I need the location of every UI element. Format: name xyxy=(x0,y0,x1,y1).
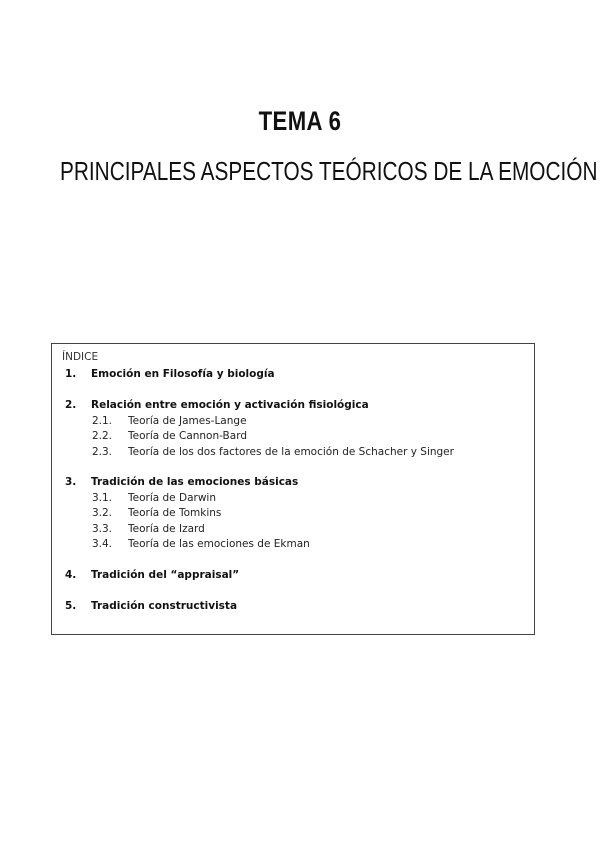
section-label: Relación entre emoción y activación fisiológica xyxy=(91,399,369,411)
section-row xyxy=(52,367,534,383)
subsection-row xyxy=(52,537,534,553)
subsection-row xyxy=(52,522,534,538)
section-label: Tradición constructivista xyxy=(91,600,238,612)
subsection-label: Teoría de Izard xyxy=(128,522,205,535)
index-section-1 xyxy=(52,367,534,383)
subsection-number: 2.3. xyxy=(91,445,112,458)
subsection-number: 3.1. xyxy=(91,491,112,504)
page-subtitle: PRINCIPALES ASPECTOS TEÓRICOS DE LA EMOCIÓN xyxy=(60,156,598,186)
subsection-number: 3.2. xyxy=(91,507,112,519)
section-row xyxy=(52,568,534,584)
subsection-row xyxy=(52,414,534,430)
subsection-label: Teoría de Tomkins xyxy=(128,507,222,519)
subsection-number: 3.3. xyxy=(91,522,112,535)
index-box xyxy=(51,343,535,635)
subsection-row xyxy=(52,445,534,461)
subsection-label: Teoría de Darwin xyxy=(128,491,216,504)
subsection-label: Teoría de James-Lange xyxy=(128,414,247,427)
section-row xyxy=(52,599,534,615)
subsection-row xyxy=(52,429,534,445)
section-label: Emoción en Filosofía y biología xyxy=(91,368,275,380)
subsection-number: 3.4. xyxy=(91,538,112,550)
index-title: ÍNDICE xyxy=(62,351,99,363)
section-number: 1. xyxy=(65,368,77,380)
subsection-number: 2.1. xyxy=(91,414,112,427)
index-section-2 xyxy=(52,398,534,460)
section-row xyxy=(52,475,534,491)
index-section-3 xyxy=(52,475,534,553)
subsection-label: Teoría de Cannon-Bard xyxy=(128,430,247,442)
index-section-4 xyxy=(52,568,534,584)
section-number: 4. xyxy=(65,569,77,581)
page-title: TEMA 6 xyxy=(258,106,342,136)
subsection-label: Teoría de los dos factores de la emoción de Schacher y Singer xyxy=(128,445,454,458)
subsection-row xyxy=(52,491,534,507)
section-number: 2. xyxy=(65,399,77,411)
subsection-row xyxy=(52,506,534,522)
section-label: Tradición del “appraisal” xyxy=(91,569,240,581)
subsection-number: 2.2. xyxy=(91,430,112,442)
section-number: 3. xyxy=(65,476,77,488)
section-row xyxy=(52,398,534,414)
section-label: Tradición de las emociones básicas xyxy=(91,476,299,488)
index-section-5 xyxy=(52,599,534,615)
section-number: 5. xyxy=(65,600,77,612)
subsection-label: Teoría de las emociones de Ekman xyxy=(128,538,310,550)
